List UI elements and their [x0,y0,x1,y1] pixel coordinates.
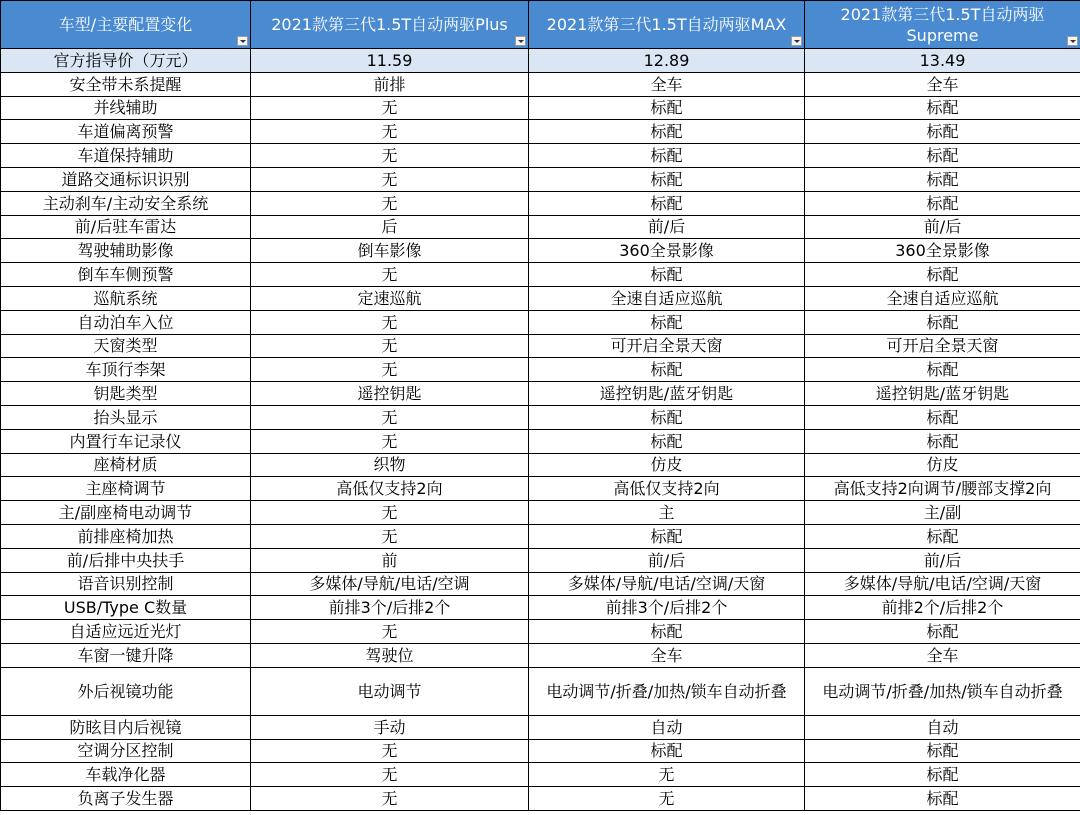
cell-feature: 天窗类型 [1,334,251,358]
cell-plus: 倒车影像 [251,239,529,263]
cell-plus: 无 [251,120,529,144]
cell-max: 标配 [529,144,805,168]
cell-feature: 前/后驻车雷达 [1,215,251,239]
cell-supreme: 多媒体/导航/电话/空调/天窗 [805,572,1080,596]
cell-max: 标配 [529,191,805,215]
header-label: 2021款第三代1.5T自动两驱Plus [271,15,508,34]
header-cell-max [529,1,805,49]
cell-plus: 前排 [251,72,529,96]
cell-feature: 内置行车记录仪 [1,429,251,453]
cell-supreme: 自动 [805,715,1080,739]
cell-plus: 无 [251,358,529,382]
cell-plus: 无 [251,501,529,525]
table-row [1,49,1080,73]
cell-plus: 无 [251,429,529,453]
table-row [1,477,1080,501]
table-row [1,72,1080,96]
cell-plus: 多媒体/导航/电话/空调 [251,572,529,596]
cell-max: 标配 [529,96,805,120]
dropdown-filter-icon[interactable] [1067,36,1078,46]
cell-plus: 无 [251,620,529,644]
cell-feature: 主动刹车/主动安全系统 [1,191,251,215]
cell-max: 标配 [529,263,805,287]
cell-plus: 定速巡航 [251,286,529,310]
cell-max: 标配 [529,620,805,644]
table-row [1,524,1080,548]
table-row [1,191,1080,215]
cell-plus: 11.59 [251,49,529,73]
cell-max: 标配 [529,120,805,144]
cell-supreme: 全车 [805,643,1080,667]
cell-plus: 驾驶位 [251,643,529,667]
cell-max: 标配 [529,358,805,382]
cell-supreme: 标配 [805,167,1080,191]
header-cell-plus [251,1,529,49]
cell-feature: 驾驶辅助影像 [1,239,251,263]
cell-plus: 无 [251,334,529,358]
cell-feature: 巡航系统 [1,286,251,310]
table-row [1,620,1080,644]
cell-supreme: 遥控钥匙/蓝牙钥匙 [805,382,1080,406]
dropdown-filter-icon[interactable] [515,36,526,46]
table-body [1,49,1080,811]
cell-supreme: 标配 [805,191,1080,215]
header-label: 车型/主要配置变化 [58,15,193,34]
cell-supreme: 标配 [805,739,1080,763]
cell-feature: 钥匙类型 [1,382,251,406]
cell-supreme: 高低支持2向调节/腰部支撑2向 [805,477,1080,501]
table-row [1,739,1080,763]
cell-feature: 倒车车侧预警 [1,263,251,287]
table-row [1,382,1080,406]
table-row [1,501,1080,525]
table-row [1,596,1080,620]
cell-feature: 车窗一键升降 [1,643,251,667]
header-label: 2021款第三代1.5T自动两驱Supreme [840,4,1045,45]
cell-feature: 抬头显示 [1,405,251,429]
table-row [1,715,1080,739]
cell-max: 全车 [529,643,805,667]
cell-max: 标配 [529,310,805,334]
cell-plus: 手动 [251,715,529,739]
table-row [1,239,1080,263]
cell-max: 前排3个/后排2个 [529,596,805,620]
cell-feature: 自动泊车入位 [1,310,251,334]
table-row [1,215,1080,239]
cell-supreme: 标配 [805,144,1080,168]
cell-max: 前/后 [529,215,805,239]
cell-max: 遥控钥匙/蓝牙钥匙 [529,382,805,406]
cell-plus: 遥控钥匙 [251,382,529,406]
cell-plus: 前排3个/后排2个 [251,596,529,620]
cell-feature: USB/Type C数量 [1,596,251,620]
cell-max: 高低仅支持2向 [529,477,805,501]
table-row [1,334,1080,358]
cell-supreme: 标配 [805,358,1080,382]
cell-feature: 主座椅调节 [1,477,251,501]
table-row [1,787,1080,811]
cell-plus: 电动调节 [251,667,529,715]
cell-feature: 外后视镜功能 [1,667,251,715]
cell-plus: 织物 [251,453,529,477]
cell-max: 可开启全景天窗 [529,334,805,358]
cell-feature: 车道保持辅助 [1,144,251,168]
table-row [1,763,1080,787]
cell-supreme: 标配 [805,96,1080,120]
cell-feature: 空调分区控制 [1,739,251,763]
cell-supreme: 标配 [805,310,1080,334]
cell-feature: 语音识别控制 [1,572,251,596]
cell-plus: 后 [251,215,529,239]
table-row [1,453,1080,477]
cell-feature: 防眩目内后视镜 [1,715,251,739]
cell-feature: 车道偏离预警 [1,120,251,144]
cell-supreme: 360全景影像 [805,239,1080,263]
cell-feature: 官方指导价（万元） [1,49,251,73]
cell-plus: 无 [251,763,529,787]
dropdown-filter-icon[interactable] [791,36,802,46]
cell-plus: 无 [251,739,529,763]
cell-supreme: 前/后 [805,548,1080,572]
cell-feature: 车顶行李架 [1,358,251,382]
table-row [1,96,1080,120]
cell-max: 无 [529,787,805,811]
cell-max: 标配 [529,405,805,429]
cell-supreme: 前排2个/后排2个 [805,596,1080,620]
cell-supreme: 标配 [805,429,1080,453]
cell-plus: 无 [251,310,529,334]
cell-max: 多媒体/导航/电话/空调/天窗 [529,572,805,596]
table-row [1,572,1080,596]
cell-max: 标配 [529,167,805,191]
table-row [1,548,1080,572]
cell-max: 电动调节/折叠/加热/锁车自动折叠 [529,667,805,715]
table-row [1,144,1080,168]
cell-supreme: 标配 [805,524,1080,548]
cell-supreme: 标配 [805,405,1080,429]
table-row [1,429,1080,453]
cell-supreme: 标配 [805,787,1080,811]
table-row [1,167,1080,191]
cell-max: 仿皮 [529,453,805,477]
cell-max: 主 [529,501,805,525]
cell-feature: 主/副座椅电动调节 [1,501,251,525]
cell-max: 前/后 [529,548,805,572]
cell-max: 全车 [529,72,805,96]
cell-max: 标配 [529,739,805,763]
cell-max: 标配 [529,429,805,453]
cell-supreme: 标配 [805,763,1080,787]
cell-feature: 车载净化器 [1,763,251,787]
cell-feature: 座椅材质 [1,453,251,477]
table-row [1,286,1080,310]
cell-max: 360全景影像 [529,239,805,263]
cell-feature: 安全带未系提醒 [1,72,251,96]
cell-supreme: 标配 [805,620,1080,644]
cell-max: 12.89 [529,49,805,73]
cell-max: 自动 [529,715,805,739]
cell-plus: 无 [251,96,529,120]
cell-plus: 前 [251,548,529,572]
cell-max: 标配 [529,524,805,548]
cell-supreme: 全速自适应巡航 [805,286,1080,310]
table-row [1,310,1080,334]
cell-plus: 无 [251,263,529,287]
table-row [1,667,1080,715]
table-row [1,358,1080,382]
cell-supreme: 电动调节/折叠/加热/锁车自动折叠 [805,667,1080,715]
cell-supreme: 前/后 [805,215,1080,239]
cell-supreme: 仿皮 [805,453,1080,477]
header-cell-feature [1,1,251,49]
cell-plus: 无 [251,144,529,168]
table-row [1,405,1080,429]
cell-feature: 自适应远近光灯 [1,620,251,644]
cell-feature: 负离子发生器 [1,787,251,811]
dropdown-filter-icon[interactable] [237,36,248,46]
cell-plus: 高低仅支持2向 [251,477,529,501]
cell-plus: 无 [251,167,529,191]
cell-plus: 无 [251,524,529,548]
cell-feature: 并线辅助 [1,96,251,120]
cell-supreme: 主/副 [805,501,1080,525]
cell-supreme: 全车 [805,72,1080,96]
cell-feature: 前/后排中央扶手 [1,548,251,572]
header-cell-supreme [805,1,1080,49]
cell-supreme: 标配 [805,263,1080,287]
cell-feature: 道路交通标识识别 [1,167,251,191]
table-row [1,643,1080,667]
cell-max: 无 [529,763,805,787]
cell-feature: 前排座椅加热 [1,524,251,548]
cell-supreme: 13.49 [805,49,1080,73]
table-row [1,263,1080,287]
cell-max: 全速自适应巡航 [529,286,805,310]
cell-plus: 无 [251,405,529,429]
table-row [1,120,1080,144]
cell-plus: 无 [251,787,529,811]
cell-supreme: 标配 [805,120,1080,144]
header-label: 2021款第三代1.5T自动两驱MAX [546,15,787,34]
cell-plus: 无 [251,191,529,215]
header-row [1,1,1080,49]
cell-supreme: 可开启全景天窗 [805,334,1080,358]
